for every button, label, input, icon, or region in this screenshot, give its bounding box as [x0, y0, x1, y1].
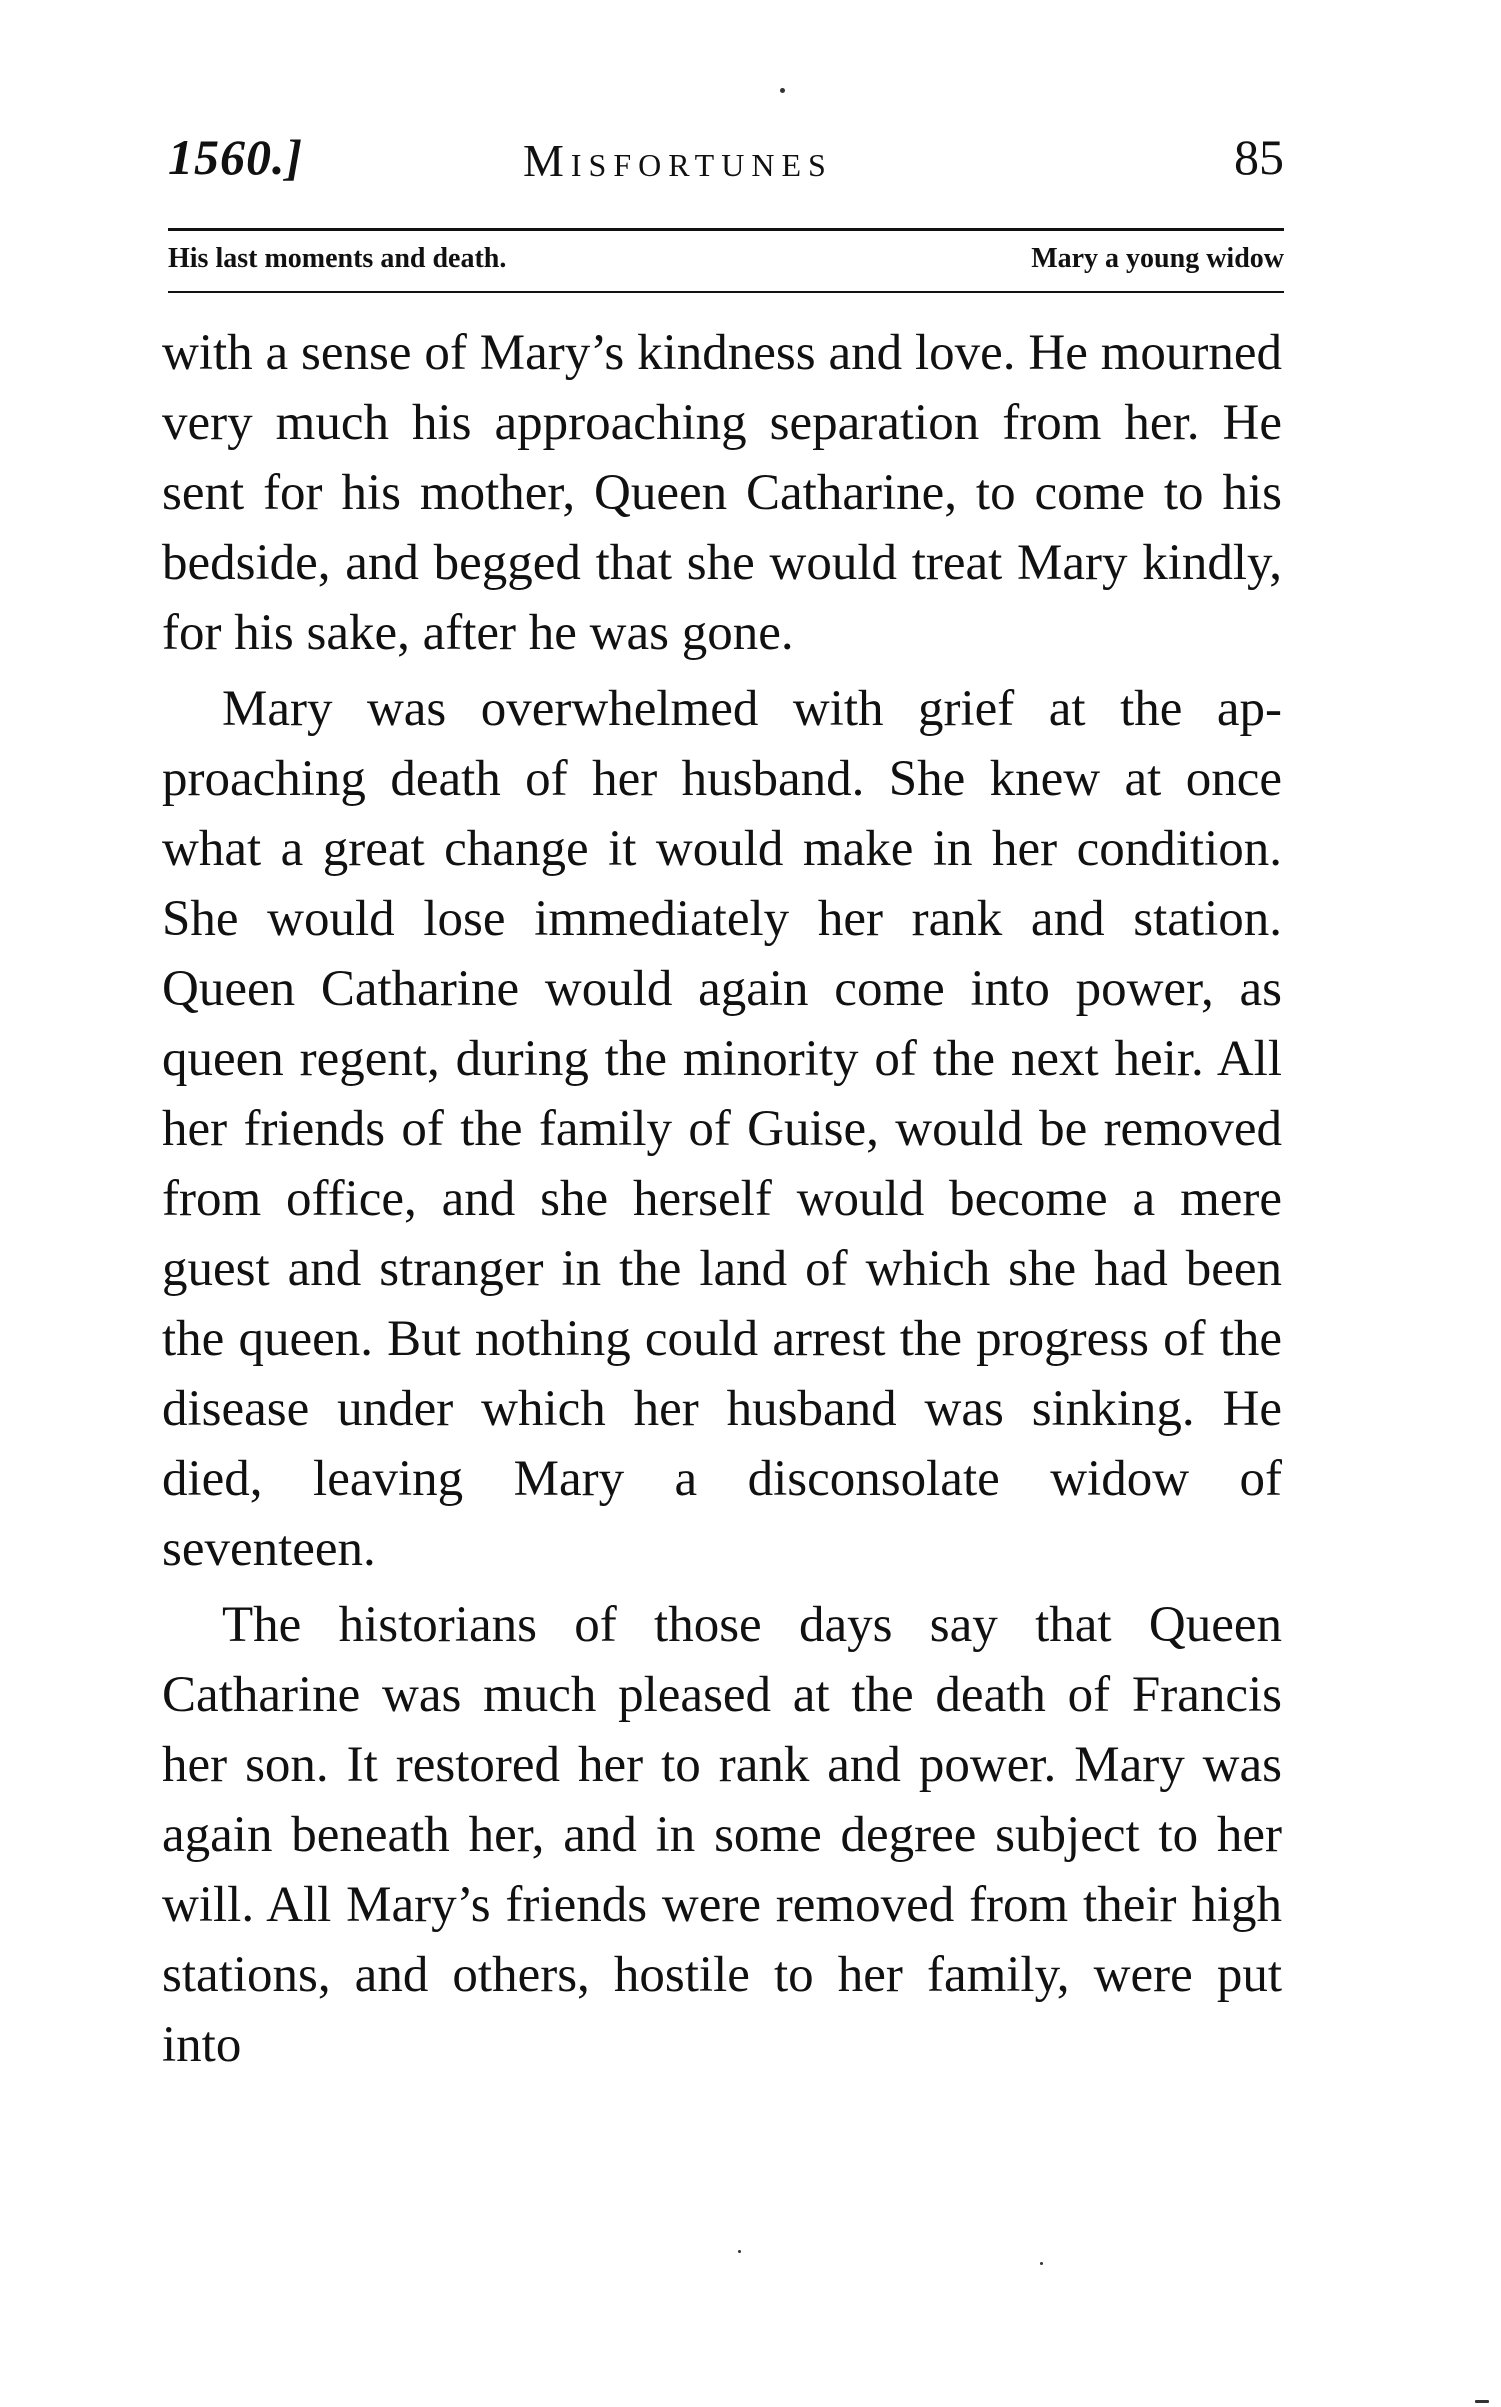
paragraph-1: with a sense of Mary’s kindness and love. He mourned very much his approaching separation from her. He sent for his mother, Queen Catharine, to come to his bedside, and begged that she would treat Mary kindly, for his sake, after he was gone.	[162, 325, 1282, 661]
paragraph-3: The historians of those days say that Queen Catharine was much pleased at the death of Francis her son. It restored her to rank and power. Mary was again beneath her, and in some degree subject to her will. All Mary’s friends were removed from their high stations, and others, hostile to her family, were put into	[162, 1597, 1282, 2073]
header-year: 1560.]	[168, 129, 304, 185]
scan-speck	[1040, 2262, 1043, 2265]
page-number: 85	[1234, 129, 1284, 185]
header-rule-bottom	[168, 291, 1284, 293]
body-text	[162, 318, 1282, 2086]
running-title: Misfortunes	[523, 135, 833, 186]
scan-speck	[738, 2250, 741, 2253]
subhead-right: Mary a young widow	[1031, 243, 1284, 274]
header-rule-top	[168, 228, 1284, 231]
scan-speck	[1475, 2400, 1489, 2403]
subheads	[168, 243, 1284, 283]
paragraph-2: Mary was overwhelmed with grief at the approaching death of her husband. She knew at once what a great change it would make in her condition. She would lose immediately her rank and station. Queen Catharine would again come into power, as queen regent, during the minority of the next heir. All her friends of the family of Guise, would be removed from office, and she herself would become a mere guest and stranger in the land of which she had been the queen. But nothing could arrest the progress of the disease under which her husband was sinking. He died, leaving Mary a disconsolate widow of seventeen.	[162, 681, 1282, 1577]
subhead-left: His last moments and death.	[168, 243, 507, 274]
page-header	[168, 128, 1284, 208]
scan-speck	[780, 88, 785, 93]
